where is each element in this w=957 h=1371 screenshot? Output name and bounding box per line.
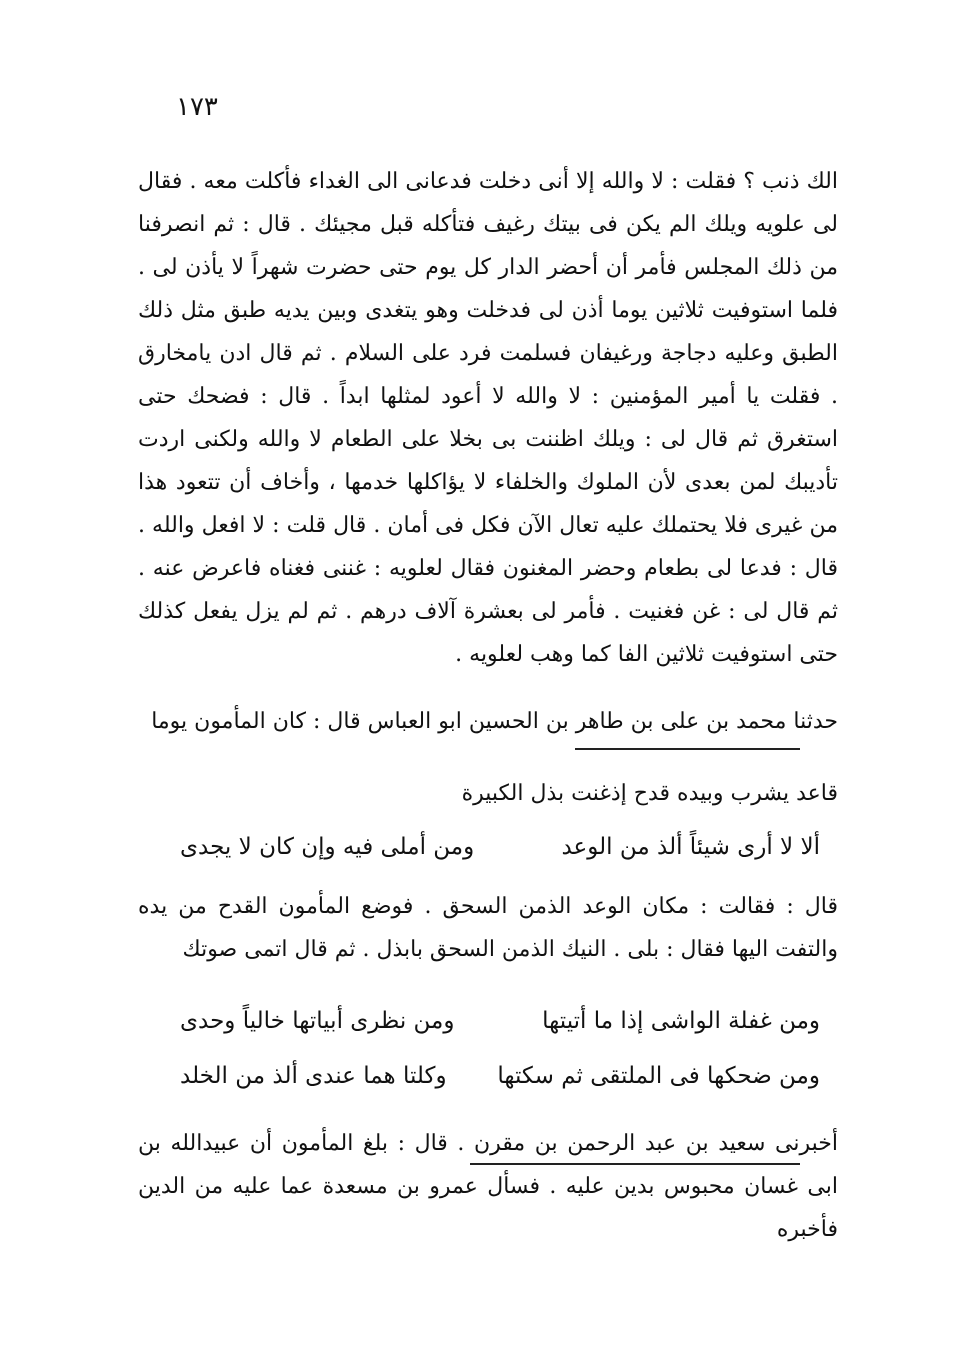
verse-3-first-hemistich: ومن ضحكها فى الملتقى ثم سكتها (497, 1063, 820, 1089)
page-number: ١٧٣ (176, 92, 218, 122)
verse-1-first-hemistich: ألا لا أرى شيئاً ألذ من الوعد (561, 834, 820, 860)
second-paragraph (138, 885, 838, 971)
section-underline (470, 1163, 800, 1165)
paragraph-1: الك ذنب ؟ فقلت : لا والله إلا أنى دخلت فدعانى الى الغداء فأكلت معه . فقال لى علويه ويلك الم يكن فى بيتك رغيف فتأكله قبل مجيئك . قال : ثم انصرفنا من ذلك المجلس فأمر أن أحضر الدار كل يوم حتى حضرت شهراً لا يأذن لى . فلما استوفيت ثلاثين يوما أذن لى فدخلت وهو يتغدى وبين يديه طبق مثل ذلك الطبق وعليه دجاجة ورغيفان فسلمت فرد على السلام . ثم قال ادن يامخارق . فقلت يا أمير المؤمنين : لا والله لا أعود لمثلها ابداً . قال : فضحك حتى استغرق ثم قال لى : ويلك اظننت بى بخلا على الطعام لا والله ولكنى اردت تأديبك لمن بعدى لأن الملوك والخلفاء لا يؤاكلها خدمها ، وأخاف أن تتعود هذا من غيرى فلا يحتملك عليه تعال الآن فكل فى أمان . قال قلت : لا افعل والله . قال : فدعا لى بطعام وحضر المغنون فقال لعلويه : غننى فغناه فاعرض عنه . ثم قال لى : غن فغنيت . فأمر لى بعشرة آلاف درهم . ثم لم يزل يفعل كذلك حتى استوفيت ثلاثين الفا كما وهب لعلويه . (138, 169, 838, 667)
verse-3-second-hemistich: وكلتا هما عندى ألذ من الخلد (180, 1063, 447, 1089)
third-paragraph (138, 1122, 838, 1251)
verse-2-second-hemistich: ومن نظرى أبياتها خالياً وحدى (180, 1008, 455, 1034)
attribution-underline (575, 748, 800, 750)
verse-2-first-hemistich: ومن غفلة الواشى إذا ما أتيتها (542, 1008, 820, 1034)
verse-1-second-hemistich: ومن أملى فيه وإن كان لا يجدى (180, 834, 475, 860)
paragraph-2: قال : فقالت : مكان الوعد الذمن السحق . فوضع المأمون القدح من يده والتفت اليها فقال : بلى . النيك الذمن السحق بابذل . ثم قال اتمى صوتك (138, 894, 838, 962)
paragraph-3: أخبرنى سعيد بن عبد الرحمن بن مقرن . قال : بلغ المأمون أن عبيدالله بن ابى غسان محبوس بدين عليه . فسأل عمرو بن مسعدة عما عليه من الدين فأخبره (138, 1131, 838, 1242)
verse-line-1 (180, 826, 820, 869)
verse-line-3 (180, 1055, 820, 1098)
verse-line-2 (180, 1000, 820, 1043)
main-paragraph (138, 160, 838, 676)
verse-intro: قاعد يشرب وبيده قدح إذغنت بذل الكبيرة (461, 781, 838, 806)
attribution-line: حدثنا محمد بن على بن طاهر بن الحسين ابو العباس قال : كان المأمون يوما (151, 709, 838, 734)
